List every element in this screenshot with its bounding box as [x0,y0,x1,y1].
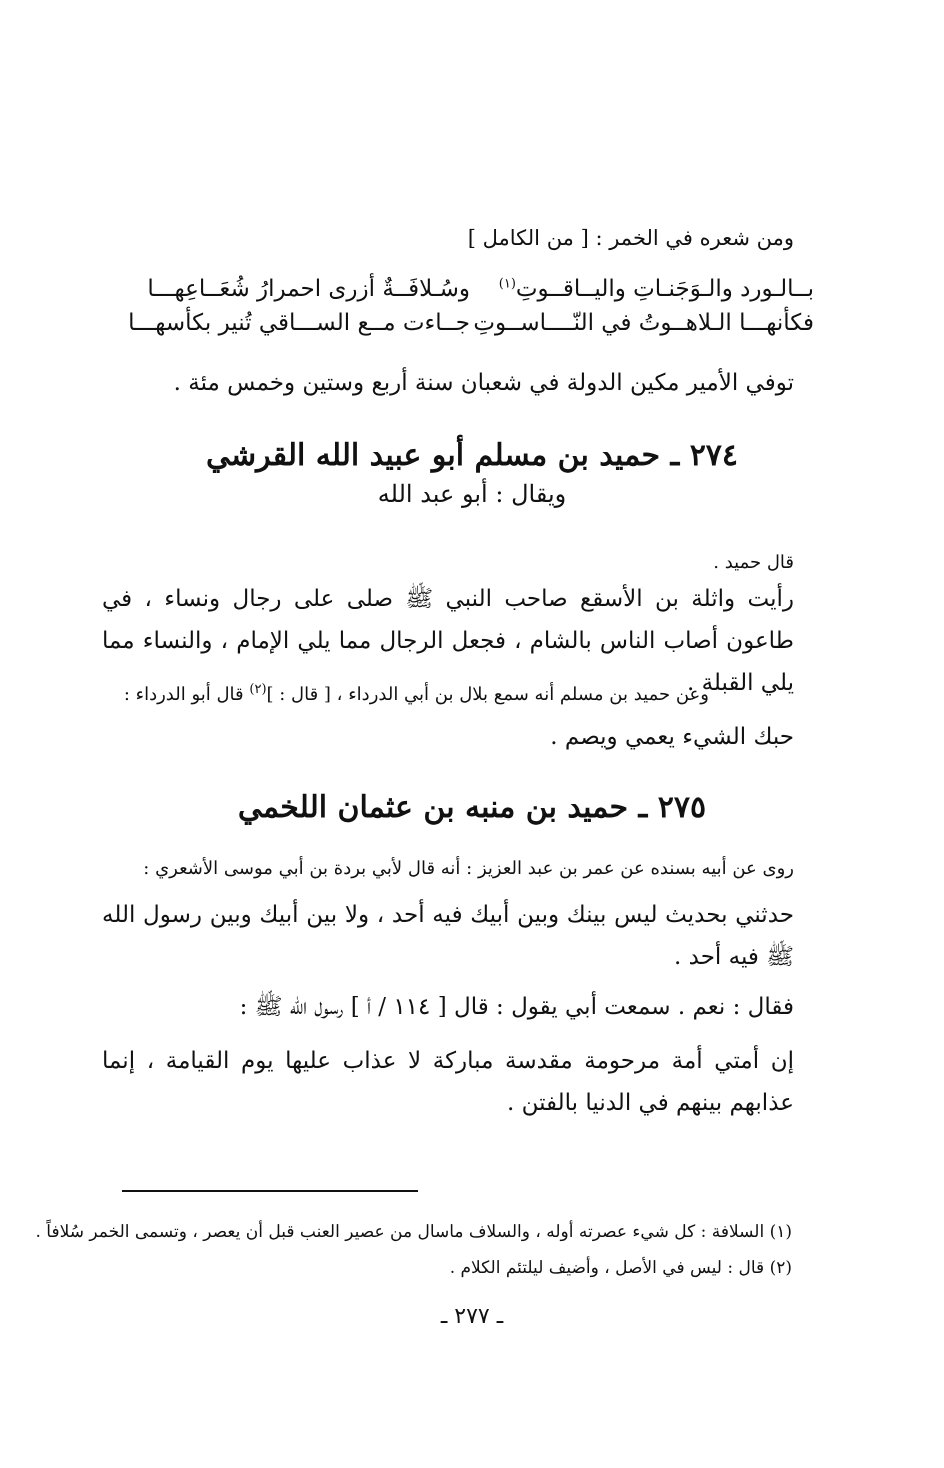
narration-text-b: قال أبو الدرداء : [123,684,250,705]
page-number: ـ ٢٧٧ ـ [440,1304,504,1329]
death-note: توفي الأمير مكين الدولة في شعبان سنة أربع وستين وخمس مئة . [173,370,794,396]
entry-275-narration: روى عن أبيه بسنده عن عمر بن عبد العزيز : أنه قال لأبي بردة بن أبي موسى الأشعري : [143,858,794,879]
entry-274-subheading: ويقال : أبو عبد الله [377,480,567,508]
verse-1-second-text: بــالـورد والـوَجَنـاتِ واليــاقــوتِ [515,276,814,302]
footnote-ref-1: (١) [498,276,516,292]
entry-274-paragraph: رأيت واثلة بن الأسقع صاحب النبي ﷺ صلى على رجال ونساء ، في طاعون أصاب الناس بالشام ، فجعل الرجال مما يلي الإمام ، والنساء مما يلي القبلة . [102,586,794,696]
footnote-ref-2: (٢) [249,682,267,697]
entry-275-paragraph-3: إن أمتي أمة مرحومة مقدسة مباركة لا عذاب عليها يوم القيامة ، إنما عذابهم بينهم في الدنيا بالفتن . [102,1048,794,1116]
verse-1-first-hemistich: وسُـلافَــةٌ أزرى احمرارُ شُعَــاعِهـــا [147,276,470,302]
entry-274-said: قال حميد . [713,552,794,573]
entry-275-paragraph-2: فقال : نعم . سمعت أبي يقول : قال [ ١١٤ / أ ] رسول الله ﷺ : [239,994,794,1020]
narration-text-a: وعن حميد بن مسلم أنه سمع بلال بن أبي الدرداء ، [ قال : ] [266,684,709,705]
poem-intro: ومن شعره في الخمر : [ من الكامل ] [467,226,794,250]
footnote-1: (١) السلافة : كل شيء عصرته أوله ، والسلاف ماسال من عصير العنب قبل أن يعصر ، وتسمى الخمر سُلافاً . [35,1222,792,1242]
verse-2-first-hemistich: جــاءت مــع الســـاقي تُنير بكأسهـــا [128,310,470,336]
entry-275-paragraph-1: حدثني بحديث ليس بينك وبين أبيك فيه أحد ، ولا بين أبيك وبين رسول الله ﷺ فيه أحد . [102,902,794,970]
verse-2-second-hemistich: فكأنهـــا الـلاهــوتُ في النّــــاســوتِ [473,310,814,336]
entry-274-quote: حبك الشيء يعمي ويصم . [550,724,794,750]
footnote-divider [122,1190,418,1192]
entry-275-heading: ٢٧٥ ـ حميد بن منبه بن عثمان اللخمي [237,790,707,825]
footnote-2: (٢) قال : ليس في الأصل ، وأضيف ليلتئم الكلام . [449,1258,792,1278]
entry-274-narration [124,682,709,705]
verse-1-second-hemistich [499,276,814,302]
entry-274-heading: ٢٧٤ ـ حميد بن مسلم أبو عبيد الله القرشي [205,438,739,473]
